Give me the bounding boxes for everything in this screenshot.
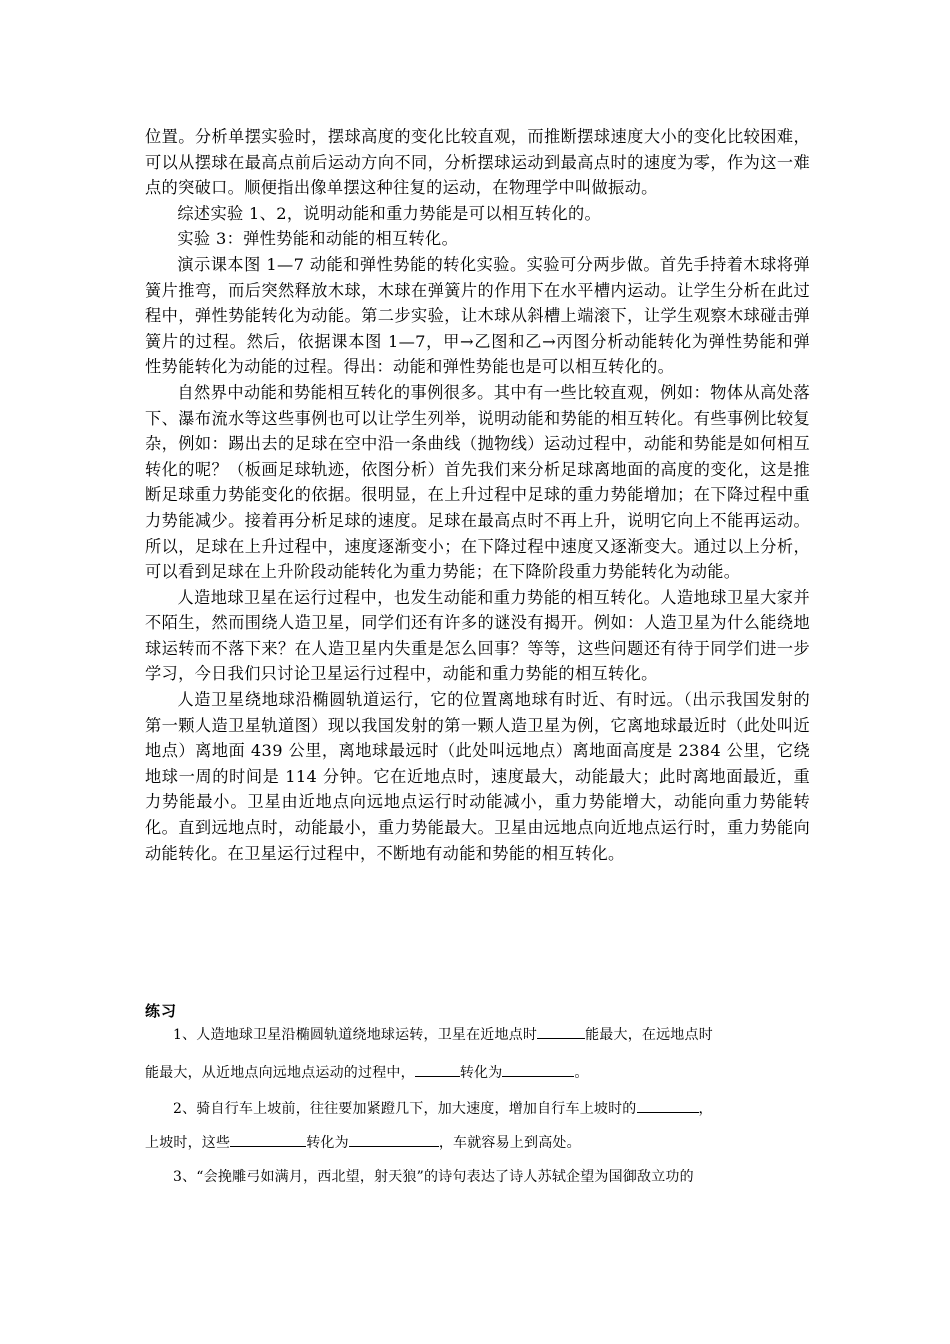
exercise-1-blank-3[interactable] (502, 1060, 574, 1077)
exercise-1-line2-mid: 转化为 (459, 1065, 503, 1081)
paragraph-experiment-3: 实验 3：弹性势能和动能的相互转化。 (177, 229, 459, 249)
exercise-3-line-1 (173, 1166, 694, 1188)
exercise-1-line2-end: 。 (574, 1065, 589, 1081)
paragraph-satellite-intro: 人造地球卫星在运行过程中，也发生动能和重力势能的相互转化。人造地球卫星大家并不陌生，然而围绕人造卫星，同学们还有许多的谜没有揭开。例如：人造卫星为什么能绕地球运转而不落下来？在人造卫星内失重是怎么回事？等等，这些问题还有待于同学们进一步学习，今日我们只讨论卫星运行过程中，动能和重力势能的相互转化。 (145, 587, 810, 684)
paragraph-natural-examples: 自然界中动能和势能相互转化的事例很多。其中有一些比较直观，例如：物体从高处落下、瀑布流水等这些事例也可以让学生列举，说明动能和势能的相互转化。有些事例比较复杂，例如：踢出去的足球在空中沿一条曲线（抛物线）运动过程中，动能和势能是如何相互转化的呢？（板画足球轨迹，依图分析）首先我们来分析足球离地面的高度的变化，这是推断足球重力势能变化的依据。很明显，在上升过程中足球的重力势能增加；在下降过程中重力势能减少。接着再分析足球的速度。足球在最高点时不再上升，说明它向上不能再运动。所以，足球在上升过程中，速度逐渐变小；在下降过程中速度又逐渐变大。通过以上分析，可以看到足球在上升阶段动能转化为重力势能；在下降阶段重力势能转化为动能。 (145, 382, 810, 582)
paragraph-pendulum: 位置。分析单摆实验时，摆球高度的变化比较直观，而推断摆球速度大小的变化比较困难，可以从摆球在最高点前后运动方向不同，分析摆球运动到最高点时的速度为零，作为这一难点的突破口。顺便指出像单摆这种往复的运动，在物理学中叫做振动。 (145, 127, 810, 198)
exercise-3-text: 3、“会挽雕弓如满月，西北望，射天狼”的诗句表达了诗人苏轼企望为国御敌立功的 (173, 1169, 694, 1185)
exercise-1-line2-text: 能最大，从近地点向远地点运动的过程中， (145, 1065, 415, 1081)
exercise-1-text-cont: 能最大，在远地点时 (585, 1027, 713, 1043)
exercise-2-line2-mid: 转化为 (306, 1135, 349, 1151)
exercise-1-line-1 (173, 1022, 713, 1046)
exercise-2-line-2 (145, 1130, 581, 1154)
exercise-heading: 练习 (145, 1002, 178, 1020)
paragraph-demonstration: 演示课本图 1—7 动能和弹性势能的转化实验。实验可分两步做。首先手持着木球将弹簧片推弯，而后突然释放木球，木球在弹簧片的作用下在水平槽内运动。让学生分析在此过程中，弹性势能转化为动能。第二步实验，让木球从斜槽上端滚下，让学生观察木球碰击弹簧片的过程。然后，依据课本图 1—7，甲→乙图和乙→丙图分析动能转化为弹性势能和弹性势能转化为动能的过程。得出：动能和弹性势能也是可以相互转化的。 (145, 254, 810, 377)
exercise-2-line2-end: ，车就容易上到高处。 (438, 1135, 581, 1151)
lesson-body (145, 124, 810, 866)
exercise-1-blank-2[interactable] (415, 1060, 460, 1077)
exercise-2-blank-2[interactable] (230, 1130, 306, 1147)
exercise-2-line-1 (173, 1096, 713, 1120)
exercise-2-text-end: ， (698, 1101, 713, 1117)
exercise-2-blank-3[interactable] (349, 1130, 439, 1147)
paragraph-satellite-orbit: 人造卫星绕地球沿椭圆轨道运行，它的位置离地球有时近、有时远。（出示我国发射的第一颗人造卫星轨道图）现以我国发射的第一颗人造卫星为例，它离地球最近时（此处叫近地点）离地面 439 公里，离地球最远时（此处叫远地点）离地面高度是 2384 公里，它绕地球一周的时间是 114 分钟。它在近地点时，速度最大，动能最大；此时离地面最近，重力势能最小。卫星由近地点向远地点运行时动能减小，重力势能增大，动能向重力势能转化。直到远地点时，动能最小，重力势能最大。卫星由远地点向近地点运行时，重力势能向动能转化。在卫星运行过程中，不断地有动能和势能的相互转化。 (145, 690, 810, 863)
exercise-2-blank-1[interactable] (637, 1096, 699, 1113)
exercise-2-text: 2、骑自行车上坡前，往往要加紧蹬几下，加大速度，增加自行车上坡时的 (173, 1101, 637, 1117)
exercise-1-line-2 (145, 1060, 589, 1084)
exercise-1-blank-1[interactable] (537, 1022, 585, 1039)
exercise-1-text: 1、人造地球卫星沿椭圆轨道绕地球运转，卫星在近地点时 (173, 1027, 538, 1043)
paragraph-summary: 综述实验 1、2，说明动能和重力势能是可以相互转化的。 (177, 203, 602, 223)
exercise-2-line2-text: 上坡时，这些 (145, 1135, 231, 1151)
